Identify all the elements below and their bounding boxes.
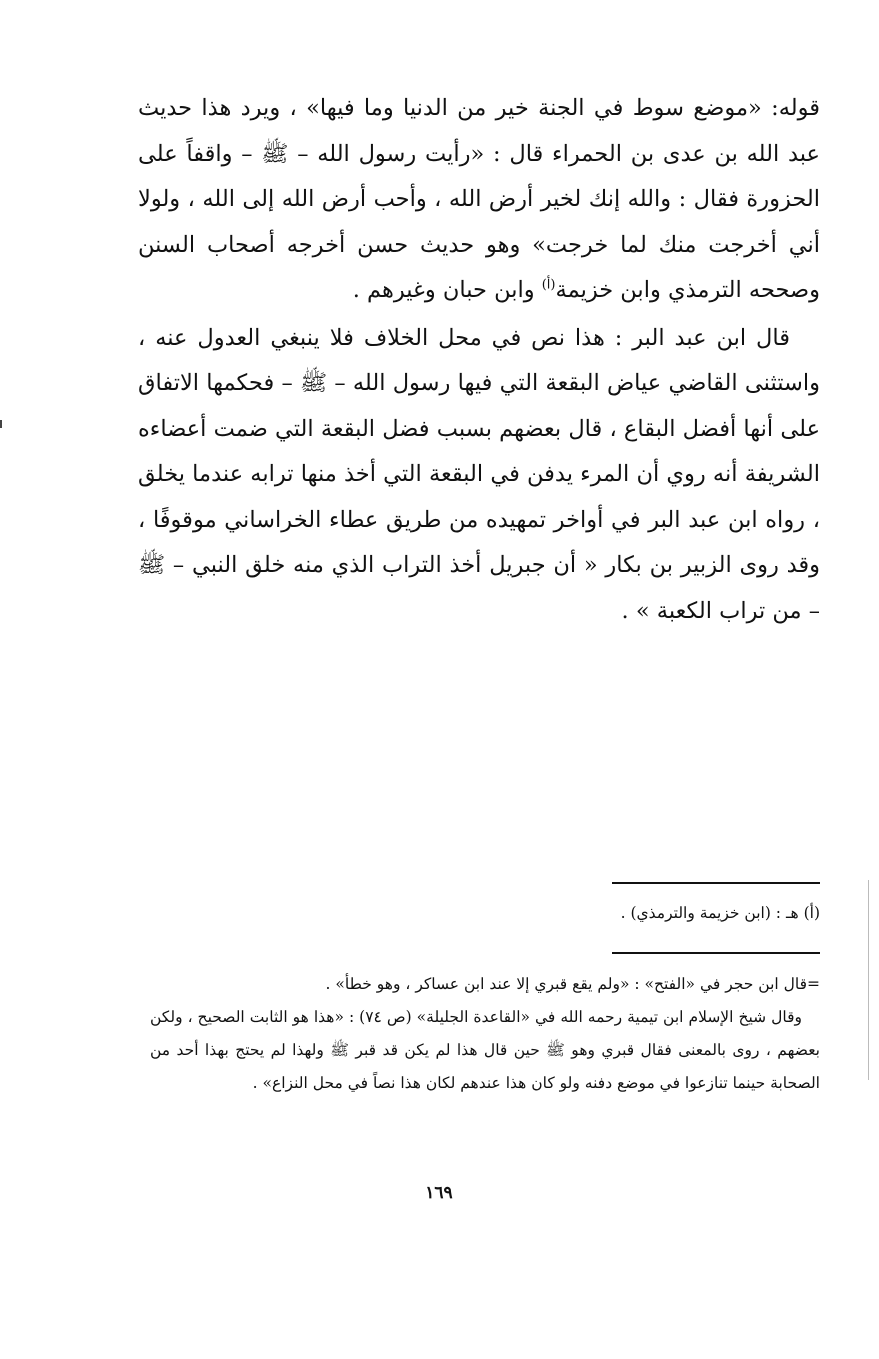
footnote-text: (أ) هـ : (ابن خزيمة والترمذي) .: [620, 904, 820, 922]
paragraph-2: قال ابن عبد البر : هذا نص في محل الخلاف فلا ينبغي العدول عنه ، واستثنى القاضي عياض البقعة التي فيها رسول الله – ﷺ – فحكمها الاتفاق على أنها أفضل البقاع ، قال بعضهم بسبب فضل البقعة التي ضمت أعضاءه الشريفة أنه روي أن المرء يدفن في البقعة التي أخذ منها ترابه عندما يخلق ، رواه ابن عبد البر في أواخر تمهيده من طريق عطاء الخراساني موقوفًا ، وقد روى الزبير بن بكار « أن جبريل أخذ التراب الذي منه خلق النبي – ﷺ – من تراب الكعبة » .: [138, 324, 820, 624]
footnote-separator: [612, 882, 820, 884]
paragraph-1-ending: وابن حبان وغيرهم .: [352, 277, 542, 303]
continued-note-paragraph-2: وقال شيخ الإسلام ابن تيمية رحمه الله في «القاعدة الجليلة» (ص ٧٤) : «هذا هو الثابت الصحيح ، ولكن بعضهم ، روى بالمعنى فقال قبري وهو ﷺ حين قال هذا لم يكن قد قبر ﷺ ولهذا لم يحتج بهذا أحد من الصحابة حينما تنازعوا في موضع دفنه ولو كان هذا عندهم لكان هذا نصاً في محل النزاع» .: [150, 1008, 820, 1092]
paragraph-1: [138, 86, 820, 314]
scan-edge-mark: [0, 420, 2, 428]
continuation-separator: [612, 952, 820, 954]
continued-note-line-1: =قال ابن حجر في «الفتح» : «ولم يقع قبري إلا عند ابن عساكر ، وهو خطأ» .: [325, 975, 820, 993]
main-text: [138, 86, 820, 634]
paragraph-1-text: قوله: «موضع سوط في الجنة خير من الدنيا وما فيها» ، ويرد هذا حديث عبد الله بن عدى بن الحمراء قال : «رأيت رسول الله – ﷺ – واقفاً على الحزورة فقال : والله إنك لخير أرض الله ، وأحب أرض الله إلى الله ، ولولا أني أخرجت منك لما خرجت» وهو حديث حسن أخرجه أصحاب السنن وصححه الترمذي وابن خزيمة: [138, 95, 821, 303]
page-number: ١٦٩: [425, 1183, 453, 1203]
footnote-reference[interactable]: (أ): [541, 277, 556, 293]
scan-edge-mark: [868, 880, 869, 1080]
footnote: [140, 899, 820, 927]
continued-note: [150, 968, 820, 1100]
